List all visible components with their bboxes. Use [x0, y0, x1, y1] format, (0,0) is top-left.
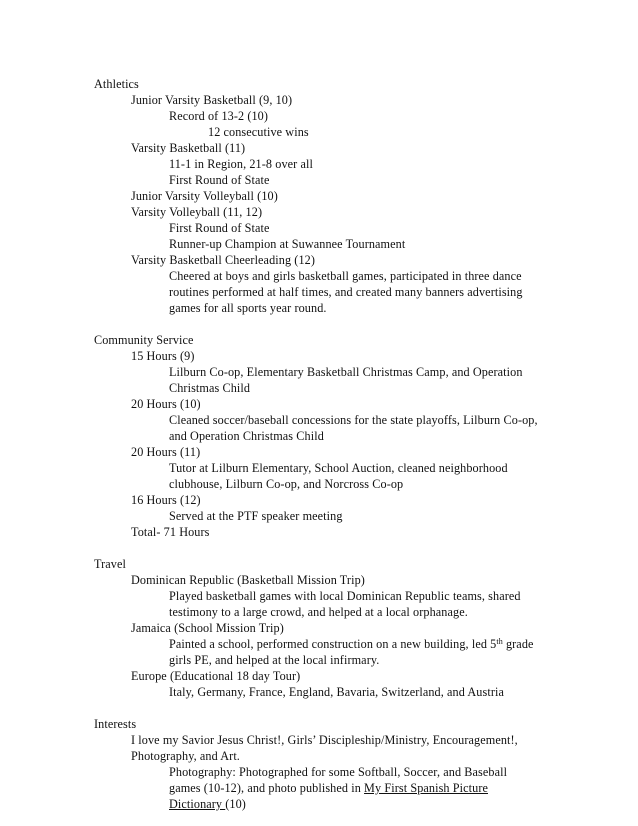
jamaica-line-1-end: grade: [502, 637, 534, 651]
photography-line-2-text: games (10-12), and photo published in: [169, 781, 365, 795]
jv-volleyball: Junior Varsity Volleyball (10): [131, 189, 278, 203]
interests-line-2: Photography, and Art.: [131, 749, 240, 763]
photography-line-3: [169, 796, 246, 812]
community-heading: Community Service: [94, 333, 194, 347]
photography-line-3-end: (10): [225, 797, 246, 811]
travel-dominican: Dominican Republic (Basketball Mission Trip): [131, 573, 365, 587]
interests-heading: Interests: [94, 717, 137, 731]
athletics-heading: Athletics: [94, 77, 139, 91]
photography-line-2: [169, 780, 488, 796]
jv-streak: 12 consecutive wins: [208, 125, 309, 139]
travel-heading: Travel: [94, 557, 126, 571]
varsity-volleyball: Varsity Volleyball (11, 12): [131, 205, 263, 219]
cheer-line-1: Cheered at boys and girls basketball games, participated in three dance: [169, 269, 522, 283]
hours-15-line-1: Lilburn Co-op, Elementary Basketball Christmas Camp, and Operation: [169, 365, 523, 379]
travel-jamaica: Jamaica (School Mission Trip): [131, 621, 284, 635]
hours-20-b: 20 Hours (11): [131, 445, 201, 459]
varsity-basketball: Varsity Basketball (11): [131, 141, 246, 155]
hours-20-a-line-2: and Operation Christmas Child: [169, 429, 324, 443]
dominican-line-2: testimony to a large crowd, and helped at a local orphanage.: [169, 605, 468, 619]
hours-20-b-line-1: Tutor at Lilburn Elementary, School Auction, cleaned neighborhood: [169, 461, 508, 475]
hours-20-b-line-2: clubhouse, Lilburn Co-op, and Norcross Co-op: [169, 477, 404, 491]
jv-record: Record of 13-2 (10): [169, 109, 269, 123]
cheerleading: Varsity Basketball Cheerleading (12): [131, 253, 315, 267]
vb-state: First Round of State: [169, 173, 270, 187]
jamaica-line-1: [169, 636, 534, 652]
travel-europe: Europe (Educational 18 day Tour): [131, 669, 301, 683]
hours-16-line-1: Served at the PTF speaker meeting: [169, 509, 343, 523]
vv-runner: Runner-up Champion at Suwannee Tournament: [169, 237, 406, 251]
cheer-line-2: routines performed at half times, and created many banners advertising: [169, 285, 523, 299]
interests-line-1: I love my Savior Jesus Christ!, Girls’ Discipleship/Ministry, Encouragement!,: [131, 733, 518, 747]
jamaica-line-1-sup: th: [496, 637, 503, 646]
jamaica-line-2: girls PE, and helped at the local infirmary.: [169, 653, 380, 667]
vv-state: First Round of State: [169, 221, 270, 235]
hours-15: 15 Hours (9): [131, 349, 195, 363]
hours-15-line-2: Christmas Child: [169, 381, 251, 395]
hours-20-a: 20 Hours (10): [131, 397, 201, 411]
hours-total: Total- 71 Hours: [131, 525, 210, 539]
cheer-line-3: games for all sports year round.: [169, 301, 327, 315]
book-title-part-2: Dictionary: [169, 797, 226, 811]
jv-basketball: Junior Varsity Basketball (9, 10): [131, 93, 293, 107]
hours-16: 16 Hours (12): [131, 493, 201, 507]
hours-20-a-line-1: Cleaned soccer/baseball concessions for the state playoffs, Lilburn Co-op,: [169, 413, 538, 427]
book-title-part-1: My First Spanish Picture: [364, 781, 488, 795]
vb-region: 11-1 in Region, 21-8 over all: [169, 157, 313, 171]
europe-line-1: Italy, Germany, France, England, Bavaria, Switzerland, and Austria: [169, 685, 504, 699]
dominican-line-1: Played basketball games with local Dominican Republic teams, shared: [169, 589, 521, 603]
photography-line-1: Photography: Photographed for some Softball, Soccer, and Baseball: [169, 765, 508, 779]
jamaica-line-1-text: Painted a school, performed construction on a new building, led 5: [169, 637, 497, 651]
